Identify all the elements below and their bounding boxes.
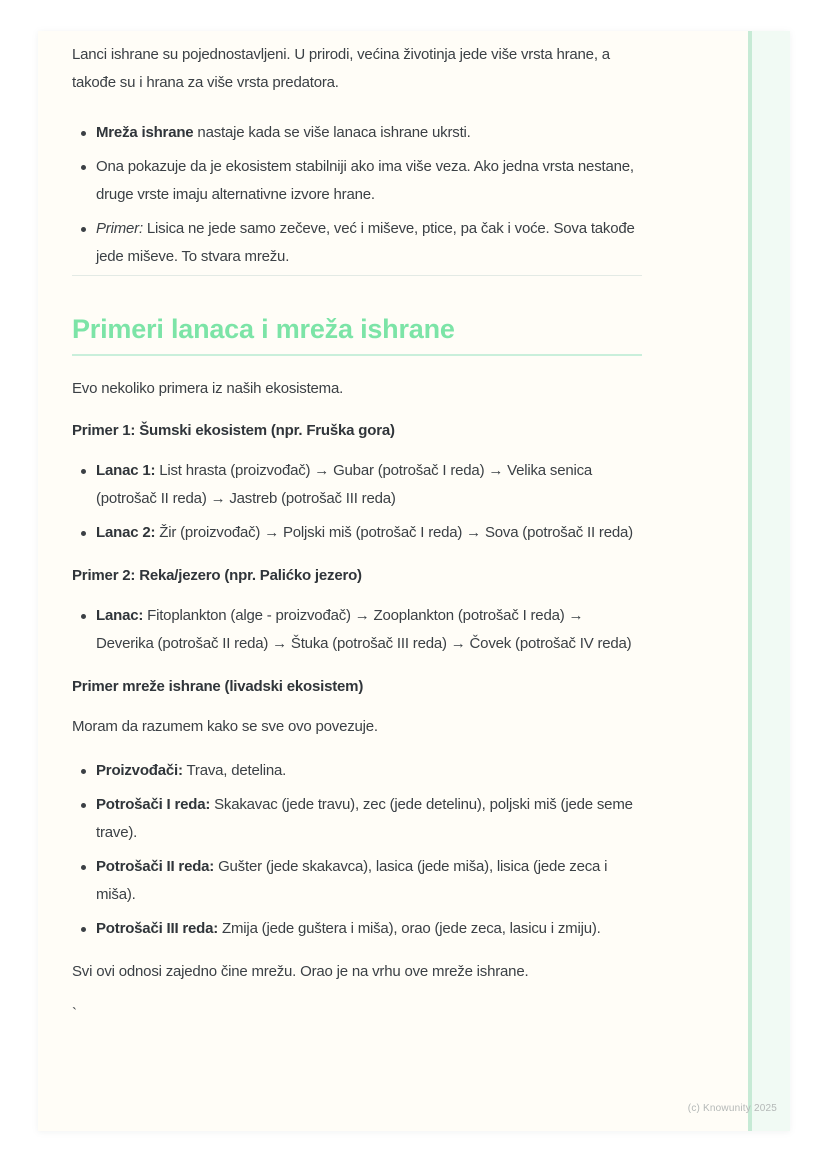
- list-item-text: Lisica ne jede samo zečeve, već i miševe, ptice, pa čak i voće. Sova takođe jede miševe. To stvara mrežu.: [96, 220, 635, 265]
- list-item-lead: Potrošači II reda:: [96, 858, 215, 875]
- list-item: [72, 757, 642, 785]
- section-intro-paragraph: Evo nekoliko primera iz naših ekosistema.: [72, 380, 344, 397]
- section-title: Primeri lanaca i mreža ishrane: [72, 312, 642, 356]
- list-item-text: Skakavac (jede travu), zec (jede detelinu), poljski miš (jede seme trave).: [96, 796, 633, 841]
- list-item: [72, 119, 642, 147]
- example2-list: [72, 602, 642, 658]
- list-item-lead: Mreža ishrane: [96, 124, 194, 141]
- example1-heading: Primer 1: Šumski ekosistem (npr. Fruška gora): [72, 422, 395, 439]
- list-item-text: List hrasta (proizvođač) → Gubar (potrošač I reda) → Velika senica (potrošač II reda) → Jastreb (potrošač III reda): [96, 462, 593, 507]
- list-item-lead: Proizvođači:: [96, 762, 183, 779]
- notebook-margin-strip: [752, 31, 790, 1131]
- list-item: [72, 791, 642, 847]
- list-item-text: nastaje kada se više lanaca ishrane ukrsti.: [193, 124, 471, 141]
- list-item-text: Gušter (jede skakavca), lasica (jede miša), lisica (jede zeca i miša).: [96, 858, 608, 903]
- foodweb-heading: Primer mreže ishrane (livadski ekosistem): [72, 678, 364, 695]
- list-item: [72, 457, 642, 513]
- list-item: [72, 153, 642, 209]
- intro-paragraph: Lanci ishrane su pojednostavljeni. U prirodi, većina životinja jede više vrsta hrane, a takođe su i hrana za više vrsta predatora.: [72, 46, 610, 91]
- list-item-lead: Lanac 2:: [96, 524, 156, 541]
- copyright-text: (c) Knowunity 2025: [687, 1103, 777, 1114]
- list-item-lead: Potrošači I reda:: [96, 796, 211, 813]
- document-sheet: [38, 31, 790, 1131]
- list-item-text: Trava, detelina.: [182, 762, 287, 779]
- list-item-lead: Potrošači III reda:: [96, 920, 219, 937]
- list-item: [72, 853, 642, 909]
- list-item-text: Fitoplankton (alge - proizvođač) → Zooplankton (potrošač I reda) → Deverika (potrošač II reda) → Štuka (potrošač III reda) → Čovek (potrošač IV reda): [96, 607, 632, 652]
- foodweb-note-paragraph: Moram da razumem kako se sve ovo povezuje.: [72, 718, 378, 735]
- list-item-lead: Primer:: [96, 220, 143, 237]
- list-item-text: Zmija (jede guštera i miša), orao (jede zeca, lasicu i zmiju).: [218, 920, 601, 937]
- list-item-lead: Lanac:: [96, 607, 144, 624]
- list-item: [72, 602, 642, 658]
- stray-backtick: `: [72, 1005, 77, 1022]
- section-divider: [72, 275, 642, 276]
- example1-list: [72, 457, 642, 547]
- intro-list: [72, 119, 642, 271]
- document-content: [72, 41, 642, 1028]
- list-item: [72, 915, 642, 943]
- list-item: [72, 215, 642, 271]
- notebook-margin-line: [748, 31, 752, 1131]
- foodweb-list: [72, 757, 642, 943]
- list-item: [72, 519, 642, 547]
- list-item-text: Ona pokazuje da je ekosistem stabilniji ako ima više veza. Ako jedna vrsta nestane, druge vrste imaju alternativne izvore hrane.: [96, 158, 634, 203]
- closing-paragraph: Svi ovi odnosi zajedno čine mrežu. Orao je na vrhu ove mreže ishrane.: [72, 963, 529, 980]
- list-item-text: Žir (proizvođač) → Poljski miš (potrošač I reda) → Sova (potrošač II reda): [155, 524, 633, 541]
- list-item-lead: Lanac 1:: [96, 462, 156, 479]
- example2-heading: Primer 2: Reka/jezero (npr. Palićko jezero): [72, 567, 362, 584]
